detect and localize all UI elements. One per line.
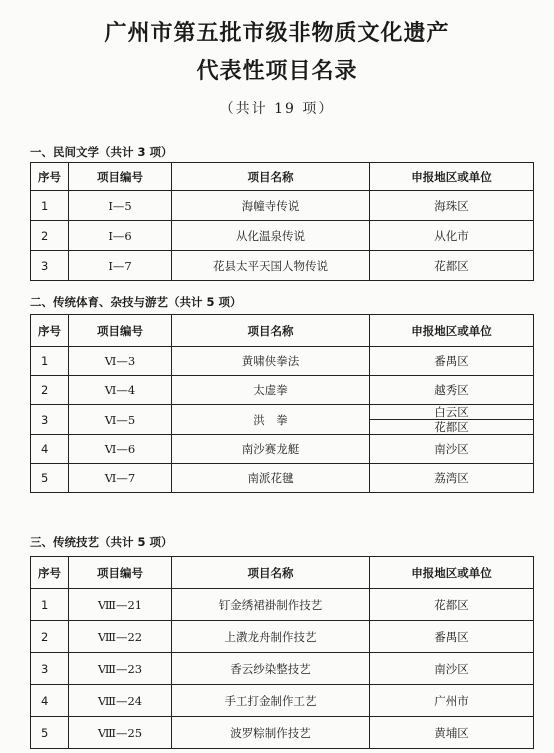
item-number: 2 (31, 376, 69, 405)
header-no: 序号 (31, 557, 69, 589)
item-name: 香云纱染整技艺 (172, 653, 370, 685)
item-name: 太虚拳 (172, 376, 370, 405)
document-subtitle: 代表性项目名录 (196, 58, 358, 84)
item-number: 3 (31, 653, 69, 685)
header-region: 申报地区或单位 (370, 163, 534, 191)
item-region: 黄埔区 (370, 717, 534, 749)
table-row (31, 685, 534, 717)
table-row (31, 621, 534, 653)
item-region: 越秀区 (370, 376, 534, 405)
header-code: 项目编号 (69, 557, 172, 589)
table-row (31, 347, 534, 376)
item-number: 5 (31, 464, 69, 493)
item-region: 从化市 (370, 221, 534, 251)
table-traditional-sports (30, 314, 534, 493)
table-row (31, 717, 534, 749)
item-number: 2 (31, 221, 69, 251)
item-region: 南沙区 (370, 653, 534, 685)
table-header-row (31, 315, 534, 347)
table-row (31, 251, 534, 281)
item-region: 南沙区 (370, 435, 534, 464)
header-name: 项目名称 (172, 557, 370, 589)
item-code: Ⅵ—6 (69, 435, 172, 464)
item-region: 广州市 (370, 685, 534, 717)
item-name: 南派花毽 (172, 464, 370, 493)
item-name: 上漖龙舟制作技艺 (172, 621, 370, 653)
item-number: 3 (31, 405, 69, 435)
item-region: 花都区 (370, 589, 534, 621)
item-name: 钉金绣裙褂制作技艺 (172, 589, 370, 621)
item-region: 花都区 (370, 420, 534, 435)
table-header-row (31, 557, 534, 589)
item-number: 4 (31, 685, 69, 717)
item-code: Ⅵ—5 (69, 405, 172, 435)
item-number: 3 (31, 251, 69, 281)
section-heading-traditional-sports: 二、传统体育、杂技与游艺（共计 5 项） (30, 295, 242, 309)
header-name: 项目名称 (172, 315, 370, 347)
item-code: Ⅰ—7 (69, 251, 172, 281)
item-code: Ⅵ—7 (69, 464, 172, 493)
item-region: 海珠区 (370, 191, 534, 221)
item-code: Ⅵ—4 (69, 376, 172, 405)
item-region: 白云区 (370, 405, 534, 420)
item-name: 南沙赛龙艇 (172, 435, 370, 464)
document-total-count: （共计 19 项） (219, 101, 335, 117)
item-code: Ⅵ—3 (69, 347, 172, 376)
item-name: 洪 拳 (172, 405, 370, 435)
table-row (31, 221, 534, 251)
table-header-row (31, 163, 534, 191)
table-row (31, 376, 534, 405)
item-code: Ⅷ—25 (69, 717, 172, 749)
item-number: 2 (31, 621, 69, 653)
header-no: 序号 (31, 315, 69, 347)
header-name: 项目名称 (172, 163, 370, 191)
item-number: 4 (31, 435, 69, 464)
header-no: 序号 (31, 163, 69, 191)
item-name: 从化温泉传说 (172, 221, 370, 251)
table-traditional-crafts (30, 556, 534, 749)
item-region: 荔湾区 (370, 464, 534, 493)
document-title: 广州市第五批市级非物质文化遗产 (104, 20, 450, 46)
item-code: Ⅷ—23 (69, 653, 172, 685)
item-name: 海幢寺传说 (172, 191, 370, 221)
table-row (31, 464, 534, 493)
item-region: 花都区 (370, 251, 534, 281)
table-row (31, 435, 534, 464)
item-number: 5 (31, 717, 69, 749)
item-region: 番禺区 (370, 347, 534, 376)
item-number: 1 (31, 347, 69, 376)
table-row (31, 653, 534, 685)
item-name: 花县太平天国人物传说 (172, 251, 370, 281)
item-region: 番禺区 (370, 621, 534, 653)
table-row (31, 405, 534, 420)
section-heading-folk-literature: 一、民间文学（共计 3 项） (30, 145, 173, 159)
item-name: 波罗粽制作技艺 (172, 717, 370, 749)
header-region: 申报地区或单位 (370, 315, 534, 347)
header-region: 申报地区或单位 (370, 557, 534, 589)
table-row (31, 589, 534, 621)
table-folk-literature (30, 162, 534, 281)
header-code: 项目编号 (69, 163, 172, 191)
item-name: 手工打金制作工艺 (172, 685, 370, 717)
item-code: Ⅰ—5 (69, 191, 172, 221)
item-number: 1 (31, 191, 69, 221)
item-name: 黄啸侠拳法 (172, 347, 370, 376)
section-heading-traditional-crafts: 三、传统技艺（共计 5 项） (30, 535, 173, 549)
item-number: 1 (31, 589, 69, 621)
table-row (31, 191, 534, 221)
header-code: 项目编号 (69, 315, 172, 347)
item-code: Ⅷ—22 (69, 621, 172, 653)
item-code: Ⅷ—21 (69, 589, 172, 621)
item-code: Ⅷ—24 (69, 685, 172, 717)
item-code: Ⅰ—6 (69, 221, 172, 251)
